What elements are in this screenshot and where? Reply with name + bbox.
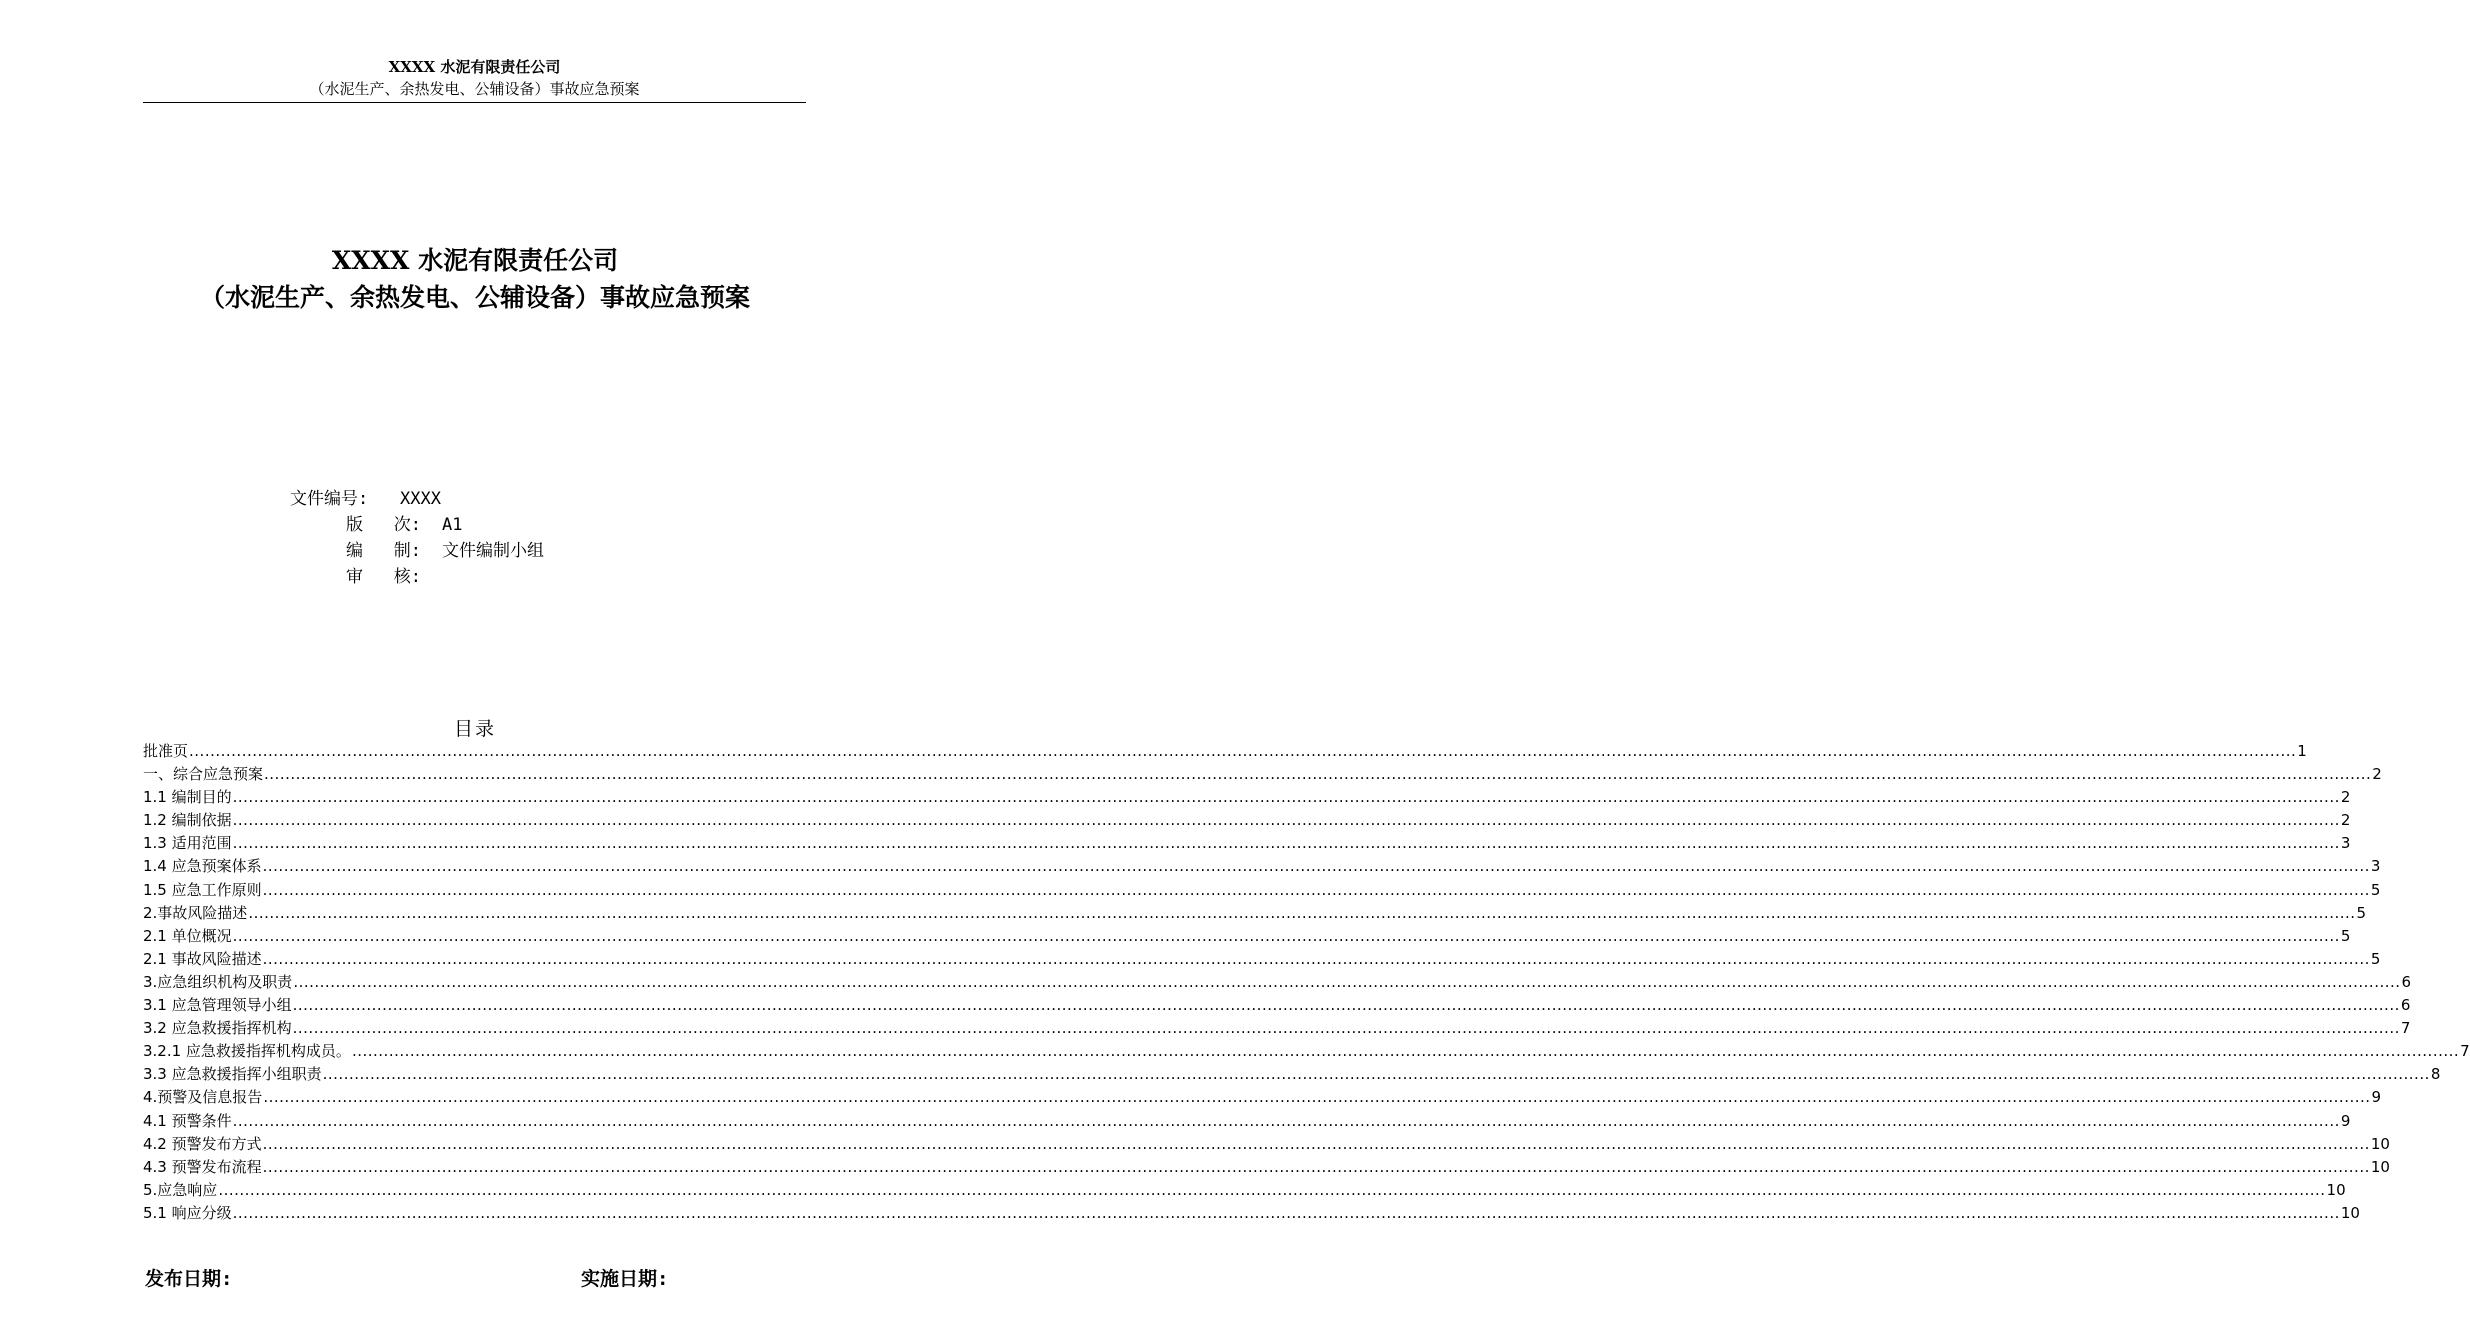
- toc-entry[interactable]: [143, 1086, 2382, 1109]
- toc-entry[interactable]: [143, 948, 2381, 971]
- table-of-contents: [143, 740, 2470, 1225]
- toc-entry-page: 6: [2401, 972, 2412, 991]
- title-plan-name: （水泥生产、余热发电、公辅设备）事故应急预案: [199, 283, 750, 312]
- toc-dot-leader: ................................................................................................................................................................................................................................................................................................................................................................................................................: [232, 811, 2340, 830]
- toc-entry[interactable]: [143, 1017, 2411, 1040]
- toc-entry-page: 5: [2356, 903, 2367, 922]
- toc-entry[interactable]: [143, 1156, 2390, 1179]
- toc-entry-page: 3: [2370, 857, 2381, 876]
- toc-dot-leader: ................................................................................................................................................................................................................................................................................................................................................................................................................: [263, 1088, 2371, 1107]
- toc-entry-title: 3.2.1 应急救援指挥机构成员。: [143, 1042, 351, 1061]
- toc-entry[interactable]: [143, 879, 2381, 902]
- toc-entry[interactable]: [143, 1110, 2351, 1133]
- toc-entry[interactable]: [143, 1063, 2441, 1086]
- header-divider: [143, 102, 806, 103]
- toc-entry-title: 3.2 应急救援指挥机构: [143, 1019, 292, 1038]
- toc-entry-page: 2: [2372, 765, 2382, 784]
- toc-entry-page: 10: [2326, 1180, 2346, 1199]
- page-header: [143, 56, 806, 100]
- toc-entry-title: 3.3 应急救援指挥小组职责: [143, 1065, 322, 1084]
- effective-date-label: 实施日期:: [581, 1268, 669, 1290]
- toc-dot-leader: ................................................................................................................................................................................................................................................................................................................................................................................................................: [292, 996, 2400, 1015]
- toc-entry[interactable]: [143, 855, 2381, 878]
- toc-dot-leader: ................................................................................................................................................................................................................................................................................................................................................................................................................: [351, 1042, 2460, 1061]
- publish-date-label: 发布日期:: [145, 1268, 233, 1290]
- toc-entry-page: 10: [2370, 1134, 2390, 1153]
- toc-dot-leader: ................................................................................................................................................................................................................................................................................................................................................................................................................: [292, 1019, 2400, 1038]
- document-title: [100, 242, 850, 316]
- title-company: XXXX 水泥有限责任公司: [331, 246, 619, 275]
- toc-entry-title: 4.预警及信息报告: [143, 1088, 263, 1107]
- header-company: XXXX 水泥有限责任公司: [388, 58, 561, 76]
- toc-entry-title: 2.1 事故风险描述: [143, 949, 262, 968]
- toc-entry[interactable]: [143, 1202, 2360, 1225]
- toc-entry-title: 4.2 预警发布方式: [143, 1134, 262, 1153]
- toc-entry-title: 批准页: [143, 742, 189, 760]
- meta-author: 编 制: 文件编制小组: [346, 541, 544, 561]
- toc-dot-leader: ................................................................................................................................................................................................................................................................................................................................................................................................................: [218, 1180, 2326, 1199]
- toc-entry-page: 8: [2430, 1065, 2441, 1084]
- toc-entry-page: 10: [2370, 1157, 2390, 1176]
- toc-entry[interactable]: [143, 740, 2307, 763]
- toc-entry-page: 10: [2340, 1203, 2360, 1222]
- header-subtitle: （水泥生产、余热发电、公辅设备）事故应急预案: [309, 80, 640, 98]
- toc-entry[interactable]: [143, 763, 2382, 786]
- toc-entry-title: 1.1 编制目的: [143, 788, 232, 807]
- toc-entry-page: 5: [2370, 949, 2381, 968]
- toc-entry-title: 4.3 预警发布流程: [143, 1157, 262, 1176]
- toc-dot-leader: ................................................................................................................................................................................................................................................................................................................................................................................................................: [232, 834, 2340, 853]
- toc-entry[interactable]: [143, 994, 2411, 1017]
- document-meta: [290, 486, 544, 590]
- toc-dot-leader: ................................................................................................................................................................................................................................................................................................................................................................................................................: [189, 742, 2297, 760]
- toc-entry-title: 2.1 单位概况: [143, 926, 232, 945]
- toc-dot-leader: ................................................................................................................................................................................................................................................................................................................................................................................................................: [262, 1134, 2370, 1153]
- toc-entry[interactable]: [143, 971, 2412, 994]
- toc-entry-page: 3: [2340, 834, 2351, 853]
- toc-entry[interactable]: [143, 1133, 2390, 1156]
- toc-entry-title: 1.4 应急预案体系: [143, 857, 262, 876]
- toc-dot-leader: ................................................................................................................................................................................................................................................................................................................................................................................................................: [262, 1157, 2370, 1176]
- toc-dot-leader: ................................................................................................................................................................................................................................................................................................................................................................................................................: [232, 1203, 2340, 1222]
- toc-entry-page: 2: [2340, 811, 2351, 830]
- toc-dot-leader: ................................................................................................................................................................................................................................................................................................................................................................................................................: [248, 903, 2356, 922]
- toc-entry[interactable]: [143, 832, 2351, 855]
- toc-dot-leader: ................................................................................................................................................................................................................................................................................................................................................................................................................: [262, 857, 2370, 876]
- toc-entry[interactable]: [143, 1040, 2470, 1063]
- toc-entry-title: 5.1 响应分级: [143, 1203, 232, 1222]
- toc-entry-page: 1: [2297, 742, 2307, 760]
- toc-entry-page: 7: [2400, 1019, 2411, 1038]
- toc-entry-page: 2: [2340, 788, 2351, 807]
- toc-title: 目录: [453, 718, 496, 740]
- toc-entry-page: 6: [2400, 996, 2411, 1015]
- toc-entry-title: 5.应急响应: [143, 1180, 218, 1199]
- toc-entry-title: 4.1 预警条件: [143, 1111, 232, 1130]
- toc-entry-page: 9: [2340, 1111, 2351, 1130]
- toc-entry[interactable]: [143, 925, 2351, 948]
- toc-dot-leader: ................................................................................................................................................................................................................................................................................................................................................................................................................: [232, 788, 2340, 807]
- toc-dot-leader: ................................................................................................................................................................................................................................................................................................................................................................................................................: [264, 765, 2372, 784]
- toc-entry[interactable]: [143, 902, 2367, 925]
- toc-dot-leader: ................................................................................................................................................................................................................................................................................................................................................................................................................: [232, 926, 2340, 945]
- toc-entry-title: 1.3 适用范围: [143, 834, 232, 853]
- toc-dot-leader: ................................................................................................................................................................................................................................................................................................................................................................................................................: [293, 972, 2401, 991]
- toc-dot-leader: ................................................................................................................................................................................................................................................................................................................................................................................................................: [322, 1065, 2430, 1084]
- toc-entry-title: 1.2 编制依据: [143, 811, 232, 830]
- meta-reviewer: 审 核:: [346, 567, 421, 587]
- toc-dot-leader: ................................................................................................................................................................................................................................................................................................................................................................................................................: [232, 1111, 2340, 1130]
- toc-entry[interactable]: [143, 1179, 2346, 1202]
- toc-entry-title: 2.事故风险描述: [143, 903, 248, 922]
- meta-doc-number: 文件编号: XXXX: [290, 489, 441, 509]
- toc-entry-page: 5: [2370, 880, 2381, 899]
- toc-entry[interactable]: [143, 809, 2351, 832]
- toc-entry-page: 7: [2460, 1042, 2470, 1061]
- toc-entry-title: 3.应急组织机构及职责: [143, 972, 293, 991]
- toc-dot-leader: ................................................................................................................................................................................................................................................................................................................................................................................................................: [262, 880, 2370, 899]
- toc-entry-title: 3.1 应急管理领导小组: [143, 996, 292, 1015]
- toc-entry-title: 一、综合应急预案: [143, 765, 264, 784]
- toc-dot-leader: ................................................................................................................................................................................................................................................................................................................................................................................................................: [262, 949, 2370, 968]
- toc-entry-title: 1.5 应急工作原则: [143, 880, 262, 899]
- meta-version: 版 次: A1: [346, 515, 463, 535]
- toc-entry-page: 9: [2371, 1088, 2382, 1107]
- toc-entry[interactable]: [143, 786, 2351, 809]
- toc-entry-page: 5: [2340, 926, 2351, 945]
